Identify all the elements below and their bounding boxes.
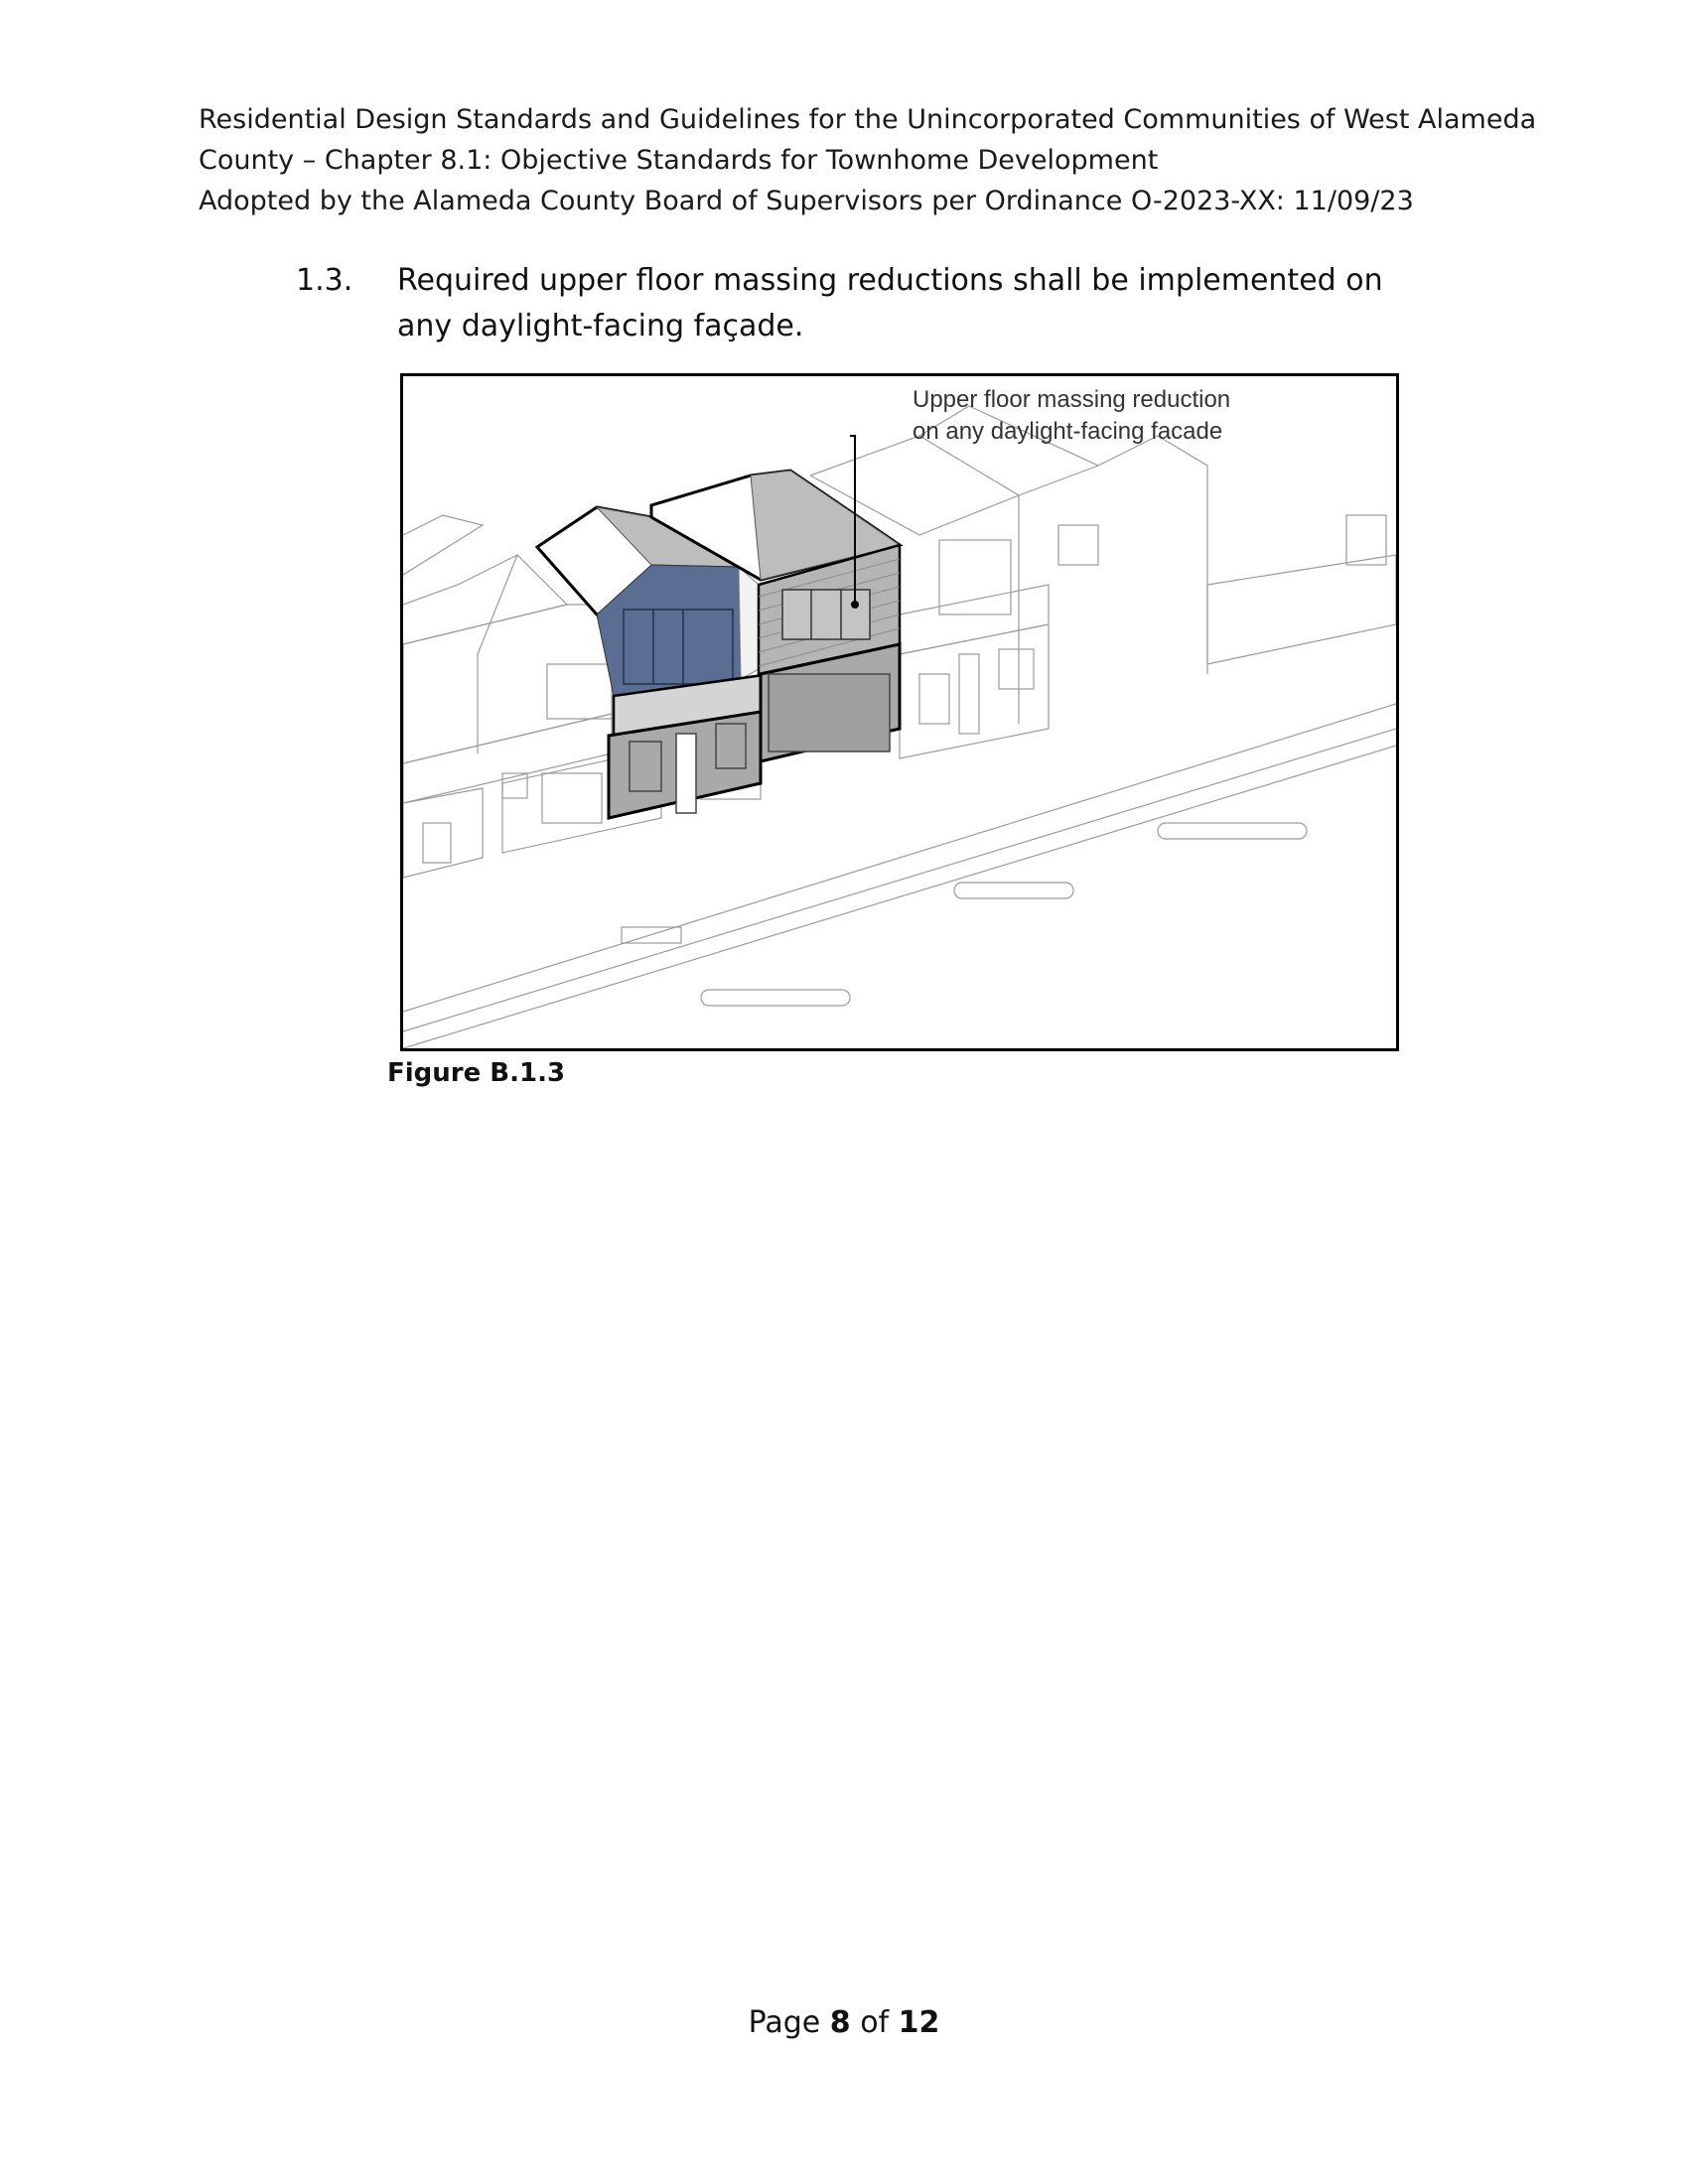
document-header bbox=[199, 99, 1537, 221]
page-total: 12 bbox=[898, 2005, 940, 2040]
header-title-line-2: County – Chapter 8.1: Objective Standards for Townhome Development bbox=[199, 145, 1159, 176]
subject-townhomes bbox=[537, 471, 900, 818]
page-current: 8 bbox=[829, 2005, 851, 2040]
figure-illustration bbox=[400, 373, 1399, 1051]
callout-line-2: on any daylight-facing facade bbox=[913, 418, 1223, 445]
standard-number: 1.3. bbox=[296, 263, 353, 298]
page-footer bbox=[0, 2005, 1688, 2040]
figure-caption: Figure B.1.3 bbox=[387, 1058, 566, 1088]
page-label: Page bbox=[748, 2005, 821, 2040]
standard-text: Required upper floor massing reductions shall be implemented on any daylight-facing façade. bbox=[397, 263, 1383, 343]
page-separator: of bbox=[860, 2005, 890, 2040]
header-adoption-line: Adopted by the Alameda County Board of Supervisors per Ordinance O-2023-XX: 11/09/23 bbox=[199, 186, 1414, 216]
callout-line-1: Upper floor massing reduction bbox=[913, 386, 1231, 413]
townhome-massing-diagram bbox=[403, 376, 1396, 1048]
header-title-line-1: Residential Design Standards and Guidelines for the Unincorporated Communities of West Alameda bbox=[199, 104, 1537, 135]
figure-callout bbox=[913, 384, 1330, 448]
